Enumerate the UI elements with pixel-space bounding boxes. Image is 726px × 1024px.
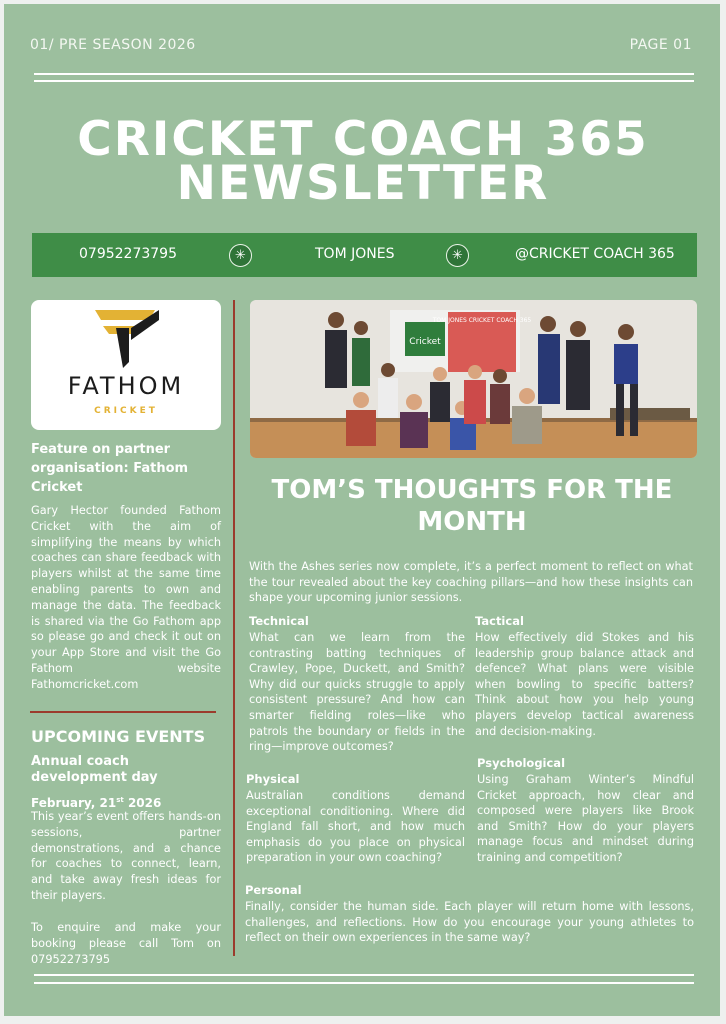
left-divider (30, 711, 216, 713)
physical-title: Physical (246, 772, 300, 786)
contact-name: TOM JONES (315, 246, 395, 262)
partner-body: Gary Hector founded Fathom Cricket with the aim of simplifying the means by which coaches can share feedback with players whilst at the same time enabling parents to own and manage the data. The feedback is shared via the Go Fathom app so please go and check it out on your App Store and visit the Go Fathom website Fathomcricket.com (31, 504, 221, 691)
star-icon: ✳ (229, 244, 252, 267)
bottom-rule-1 (34, 974, 694, 976)
banner-title: TOM JONES CRICKET COACH 365 (432, 317, 532, 324)
column-divider (233, 300, 235, 956)
fathom-logo-mark-icon (31, 300, 221, 372)
newsletter-title-line-2: NEWSLETTER (176, 156, 550, 211)
team-photo (250, 300, 697, 458)
contact-phone: 07952273795 (79, 246, 177, 262)
contact-handle: @CRICKET COACH 365 (515, 246, 675, 262)
star-icon: ✳ (446, 244, 469, 267)
bottom-rule-2 (34, 982, 694, 984)
contact-bar (32, 233, 697, 277)
article-heading: TOM’S THOUGHTS FOR THE MONTH (271, 475, 673, 537)
event-name: Annual coach development day (31, 754, 158, 785)
technical-body: What can we learn from the contrasting batting techniques of Crawley, Pope, Duckett, and Smith? Why did our quicks struggle to apply consistent pressure? And how can smarter fielding roles—like who patrols the boundary or fields in the ring—improve outcomes? (249, 631, 465, 754)
event-booking: To enquire and make your booking please call Tom on 07952273795 (31, 921, 221, 966)
page-number: PAGE 01 (629, 37, 692, 53)
technical-title: Technical (249, 614, 309, 628)
event-description: This year’s event offers hands-on sessions, partner demonstrations, and a chance for coaches to connect, learn, and take away fresh ideas for their players. (31, 810, 221, 902)
article-intro: With the Ashes series now complete, it’s a perfect moment to reflect on what the tour revealed about the key coaching pillars—and how these insights can shape your upcoming junior sessions. (249, 560, 693, 605)
psychological-title: Psychological (477, 756, 566, 770)
physical-body: Australian conditions demand exceptional conditioning. Where did England fall short, and how much emphasis do you place on physical preparation in your own coaching? (246, 789, 465, 865)
events-title: UPCOMING EVENTS (31, 727, 206, 746)
tactical-body: How effectively did Stokes and his leadership group balance attack and defence? What plans were visible when bowling to specific batters? Think about how you help young players develop tactical awareness and decision-making. (475, 631, 694, 738)
issue-label: 01/ PRE SEASON 2026 (30, 37, 196, 53)
personal-body: Finally, consider the human side. Each player will return home with lessons, challenges, and reflections. How do you encourage your young athletes to reflect on their own experiences in the same way? (245, 900, 694, 945)
top-rule-1 (34, 73, 694, 75)
logo-subtext: CRICKET (94, 406, 158, 416)
top-rule-2 (34, 80, 694, 82)
psychological-body: Using Graham Winter’s Mindful Cricket approach, how clear and composed were players like Brook and Smith? How do your players manage focus and mindset during training and competition? (477, 773, 694, 864)
fathom-logo (31, 300, 221, 430)
banner-logo: Cricket (409, 337, 441, 347)
personal-title: Personal (245, 883, 302, 897)
tactical-title: Tactical (475, 614, 524, 628)
newsletter-title-line-1: CRICKET COACH 365 (77, 112, 649, 167)
event-date: February, 21st 2026 (31, 796, 162, 810)
logo-wordmark: FATHOM (67, 372, 185, 400)
partner-heading: Feature on partner organisation: Fathom Cricket (31, 442, 189, 495)
